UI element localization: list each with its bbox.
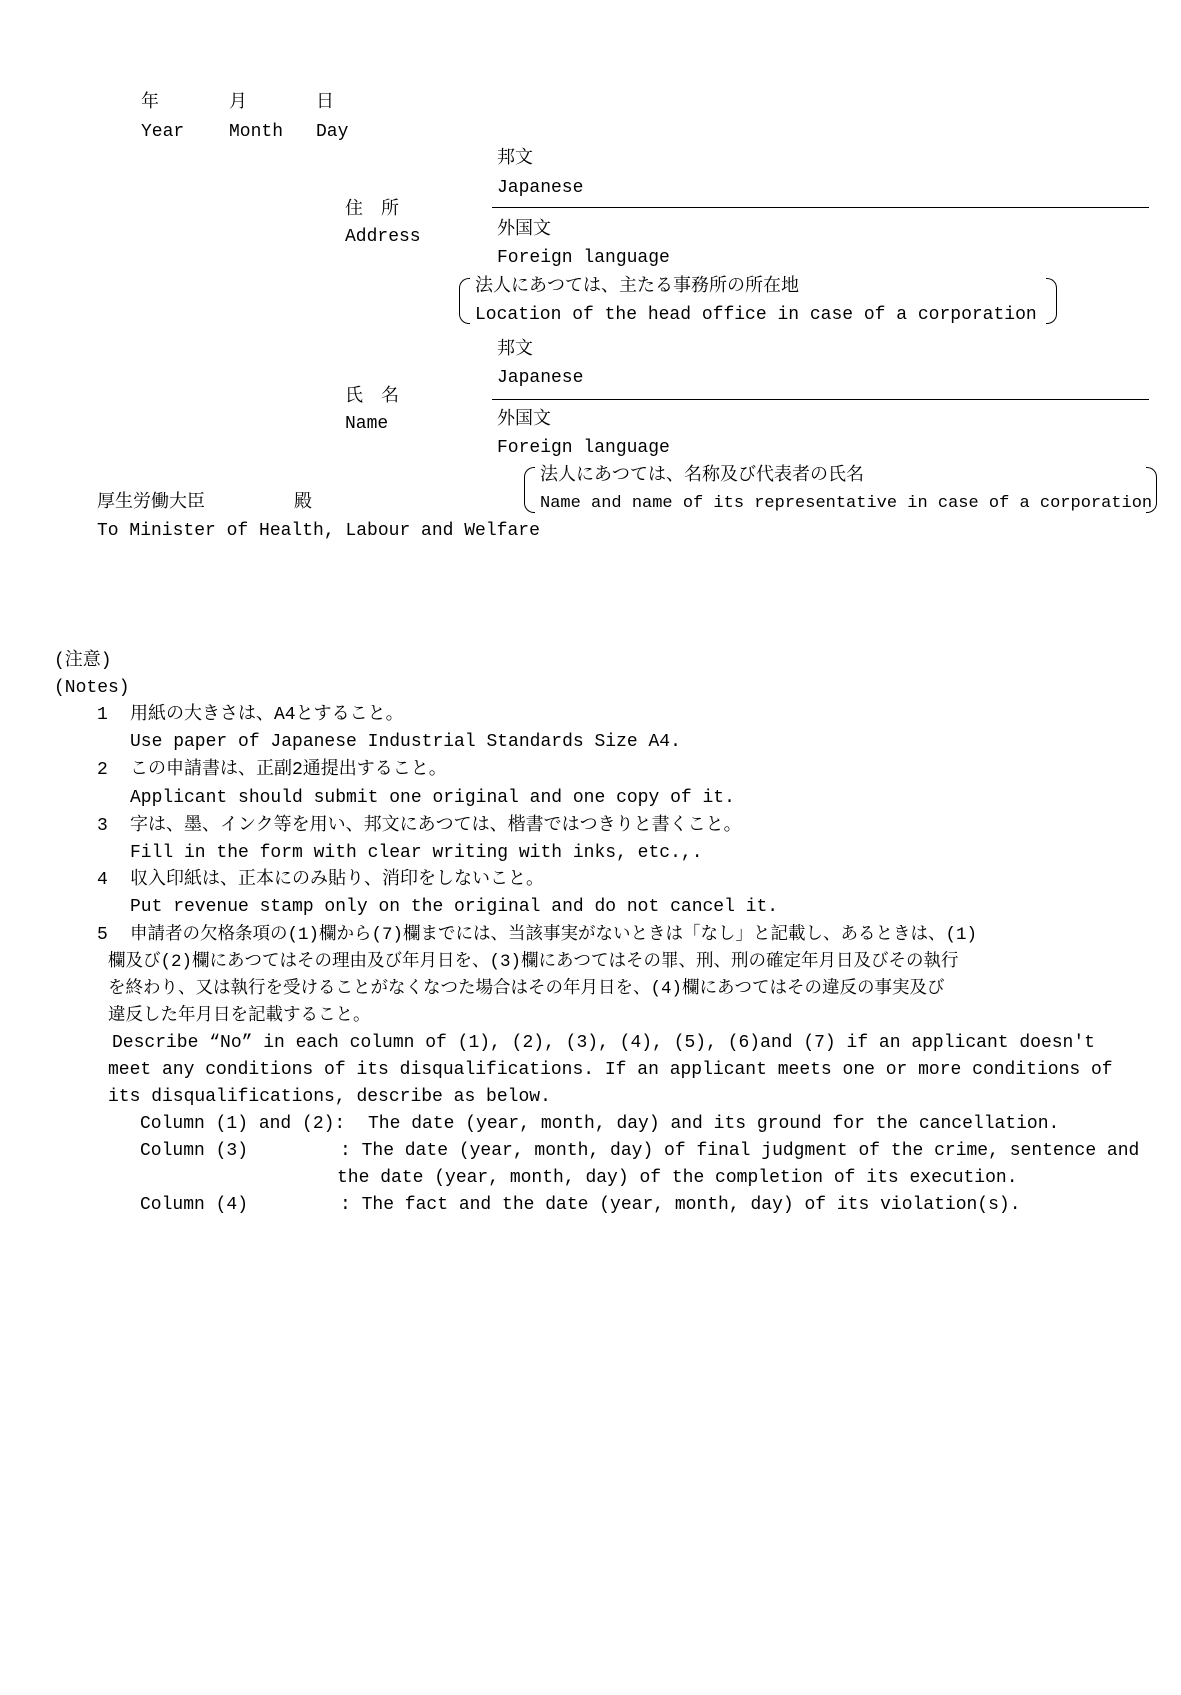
column-description: the date (year, month, day) of the completion of its execution. bbox=[337, 1168, 1018, 1188]
note-text-en: Use paper of Japanese Industrial Standards Size A4. bbox=[130, 732, 681, 752]
address-japanese-ja: 邦文 bbox=[497, 149, 533, 169]
name-note-ja: 法人にあつては、名称及び代表者の氏名 bbox=[540, 466, 864, 486]
column-description: : The date (year, month, day) of final judgment of the crime, sentence and bbox=[340, 1141, 1140, 1161]
column-description: : The fact and the date (year, month, day) of its violation(s). bbox=[340, 1195, 1021, 1215]
left-bracket bbox=[459, 278, 470, 324]
right-bracket bbox=[1146, 467, 1157, 513]
year-label-en: Year bbox=[141, 122, 185, 142]
notes-heading-ja: (注意) bbox=[54, 651, 112, 671]
address-foreign-en: Foreign language bbox=[497, 248, 670, 268]
address-label-en: Address bbox=[345, 227, 421, 247]
note-text-ja: 違反した年月日を記載すること。 bbox=[108, 1006, 371, 1026]
note-text-ja: 欄及び(2)欄にあつてはその理由及び年月日を、(3)欄にあつてはその罪、刑、刑の確定年月日及びその執行 bbox=[108, 952, 959, 972]
note-text-en: Put revenue stamp only on the original and do not cancel it. bbox=[130, 897, 779, 917]
address-note-ja: 法人にあつては、主たる事務所の所在地 bbox=[475, 277, 799, 297]
name-japanese-ja: 邦文 bbox=[497, 340, 533, 360]
note-number: 4 bbox=[97, 870, 108, 890]
note-text-en: Describe “No” in each column of (1), (2), (3), (4), (5), (6)and (7) if an applicant doesn't bbox=[112, 1033, 1095, 1053]
month-label-ja: 月 bbox=[229, 93, 247, 113]
note-text-en: its disqualifications, describe as below. bbox=[108, 1087, 551, 1107]
column-description: The date (year, month, day) and its ground for the cancellation. bbox=[368, 1114, 1060, 1134]
right-bracket bbox=[1046, 278, 1057, 324]
month-label-en: Month bbox=[229, 122, 284, 142]
address-divider bbox=[492, 207, 1149, 208]
note-number: 2 bbox=[97, 760, 108, 780]
note-text-ja: を終わり、又は執行を受けることがなくなつた場合はその年月日を、(4)欄にあつてはその違反の事実及び bbox=[108, 979, 945, 999]
address-japanese-en: Japanese bbox=[497, 178, 584, 198]
left-bracket bbox=[524, 467, 535, 513]
address-label-ja: 住 所 bbox=[345, 200, 399, 220]
note-text-en: Fill in the form with clear writing with inks, etc.,. bbox=[130, 843, 703, 863]
column-label: Column (3) bbox=[140, 1141, 249, 1161]
notes-heading-en: (Notes) bbox=[54, 678, 130, 698]
addressee-honorific: 殿 bbox=[294, 493, 312, 513]
day-label-en: Day bbox=[316, 122, 349, 142]
name-foreign-en: Foreign language bbox=[497, 438, 670, 458]
note-text-en: Applicant should submit one original and one copy of it. bbox=[130, 788, 735, 808]
name-label-en: Name bbox=[345, 414, 389, 434]
note-text-ja: 収入印紙は、正本にのみ貼り、消印をしないこと。 bbox=[130, 870, 544, 890]
note-text-en: meet any conditions of its disqualifications. If an applicant meets one or more conditions of bbox=[108, 1060, 1113, 1080]
column-label: Column (4) bbox=[140, 1195, 249, 1215]
addressee-ja: 厚生労働大臣 bbox=[97, 493, 205, 513]
note-text-ja: 用紙の大きさは、A4とすること。 bbox=[130, 705, 404, 725]
name-divider bbox=[492, 399, 1149, 400]
name-japanese-en: Japanese bbox=[497, 368, 584, 388]
name-note-en: Name and name of its representative in case of a corporation bbox=[540, 494, 1153, 513]
address-foreign-ja: 外国文 bbox=[497, 220, 551, 240]
addressee-en: To Minister of Health, Labour and Welfare bbox=[97, 521, 540, 541]
note-text-ja: 字は、墨、インク等を用い、邦文にあつては、楷書ではつきりと書くこと。 bbox=[130, 816, 742, 836]
note-number: 5 bbox=[97, 925, 108, 945]
name-label-ja: 氏 名 bbox=[345, 387, 399, 407]
note-number: 1 bbox=[97, 705, 108, 725]
name-foreign-ja: 外国文 bbox=[497, 410, 551, 430]
day-label-ja: 日 bbox=[316, 93, 334, 113]
year-label-ja: 年 bbox=[141, 93, 159, 113]
address-note-en: Location of the head office in case of a corporation bbox=[475, 305, 1037, 325]
column-label: Column (1) and (2): bbox=[140, 1114, 346, 1134]
note-number: 3 bbox=[97, 816, 108, 836]
note-text-ja: この申請書は、正副2通提出すること。 bbox=[130, 760, 447, 780]
note-text-ja: 申請者の欠格条項の(1)欄から(7)欄までには、当該事実がないときは「なし」と記載し、あるときは、(1) bbox=[130, 925, 978, 945]
